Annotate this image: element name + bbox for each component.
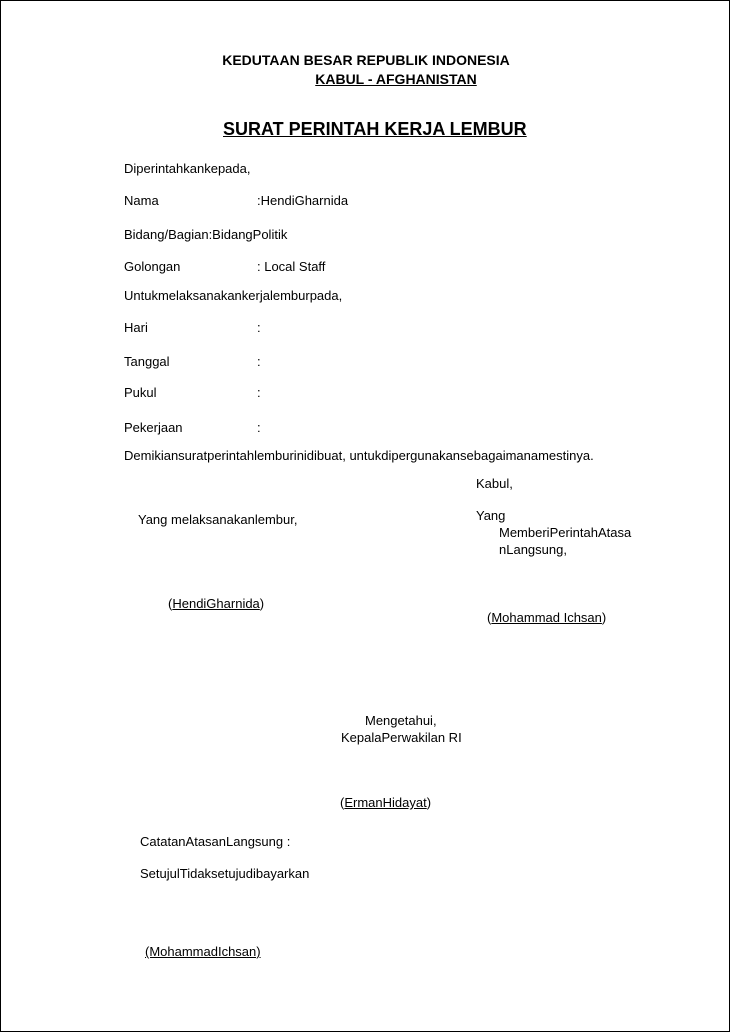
embassy-location: KABUL - AFGHANISTAN (315, 71, 477, 87)
executor-paren-close: ) (259, 596, 265, 611)
pukul-colon: : (257, 385, 261, 400)
pukul-label: Pukul (124, 385, 157, 400)
document-title: SURAT PERINTAH KERJA LEMBUR (223, 119, 527, 139)
hari-colon: : (257, 320, 261, 335)
intro-text: Diperintahkankepada, (124, 161, 251, 176)
tanggal-colon: : (257, 354, 261, 369)
embassy-name: KEDUTAAN BESAR REPUBLIK INDONESIA (222, 52, 510, 68)
ack-name: ErmanHidayat (344, 795, 427, 810)
purpose-text: Untukmelaksanakankerjalemburpada, (124, 288, 343, 303)
ack-role: KepalaPerwakilan RI (341, 730, 462, 745)
executor-name-line (168, 596, 264, 612)
golongan-label: Golongan (124, 259, 181, 274)
closing-text: Demikiansuratperintahlemburinidibuat, untukdipergunakansebagaimanamestinya. (124, 448, 594, 463)
place-text: Kabul, (476, 476, 513, 491)
executor-paren-open: ( (168, 596, 173, 611)
notes-signer-name: (MohammadIchsan) (145, 944, 261, 959)
ack-paren-open: ( (340, 795, 345, 810)
issuer-name: Mohammad Ichsan (491, 610, 602, 625)
issuer-label-3: nLangsung, (499, 542, 567, 557)
executor-name: HendiGharnida (172, 596, 260, 611)
ack-label: Mengetahui, (365, 713, 437, 728)
executor-label: Yang melaksanakanlembur, (138, 512, 298, 527)
issuer-paren-close: ) (601, 610, 607, 625)
issuer-label-2: MemberiPerintahAtasa (499, 525, 632, 540)
pekerjaan-colon: : (257, 420, 261, 435)
pekerjaan-label: Pekerjaan (124, 420, 183, 435)
hari-label: Hari (124, 320, 148, 335)
golongan-value: : Local Staff (257, 259, 326, 274)
issuer-paren-open: ( (487, 610, 492, 625)
nama-value: :HendiGharnida (257, 193, 349, 208)
ack-paren-close: ) (426, 795, 432, 810)
approval-text: SetujulTidaksetujudibayarkan (140, 866, 310, 881)
ack-name-line (340, 795, 431, 811)
embassy-location-wrap (1, 71, 732, 87)
issuer-name-line (487, 610, 606, 626)
nama-label: Nama (124, 193, 159, 208)
notes-label: CatatanAtasanLangsung : (140, 834, 291, 849)
issuer-label-1: Yang (476, 508, 506, 523)
bidang-line: Bidang/Bagian:BidangPolitik (124, 227, 288, 242)
tanggal-label: Tanggal (124, 354, 170, 369)
